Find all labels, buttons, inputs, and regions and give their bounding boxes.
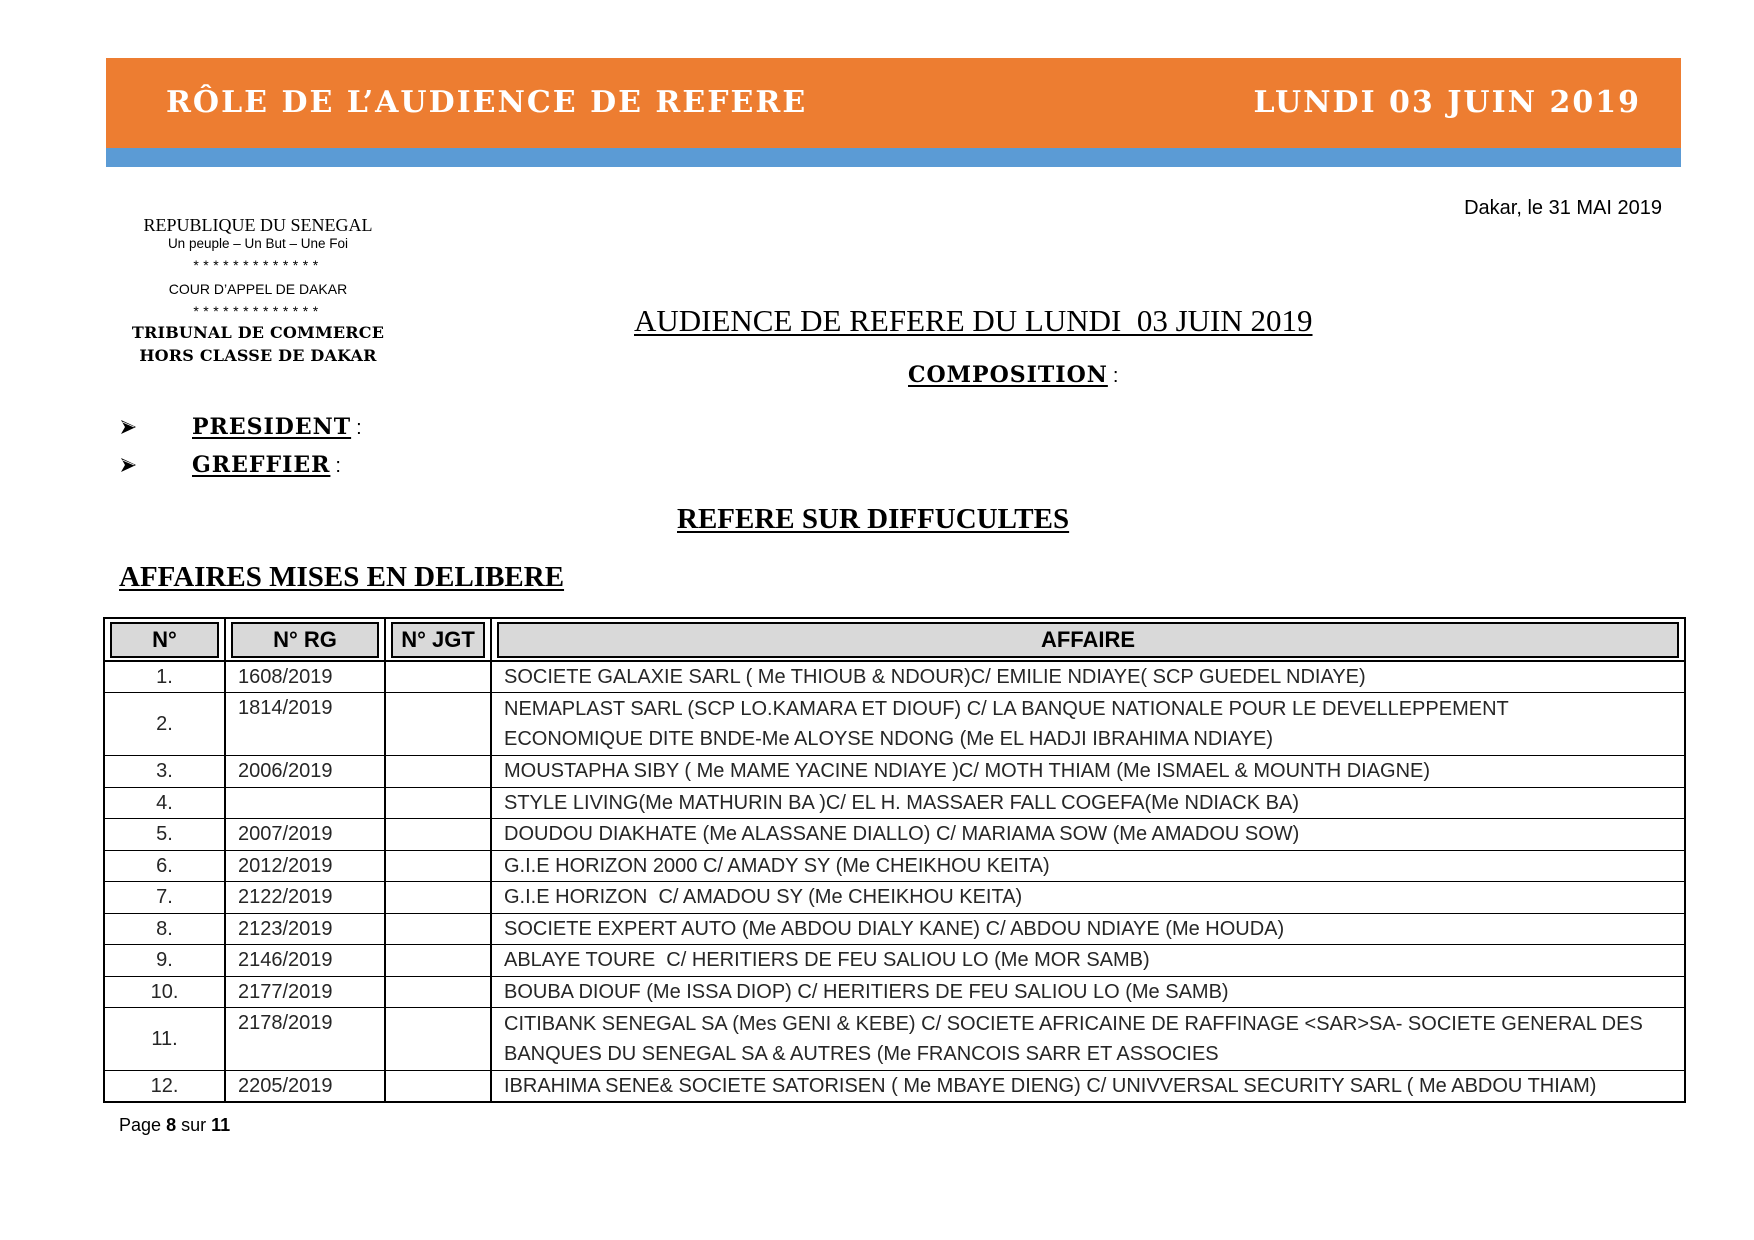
table-row — [104, 756, 1685, 788]
footer-page-total: 11 — [211, 1115, 231, 1135]
page-footer — [119, 1113, 230, 1137]
header-banner — [106, 58, 1681, 148]
table-row — [104, 693, 1685, 756]
col-header-jgt-label: N° JGT — [391, 622, 485, 658]
banner-strip — [106, 148, 1681, 167]
table-row — [104, 913, 1685, 945]
affaire-line: G.I.E HORIZON 2000 C/ AMADY SY (Me CHEIKHOU KEITA) — [504, 854, 1050, 877]
col-header-affaire-label: AFFAIRE — [497, 622, 1679, 658]
member-label-wrap — [192, 451, 341, 482]
hearing-title: AUDIENCE DE REFERE DU LUNDI 03 JUIN 2019 — [634, 303, 1313, 338]
arrow-bullet-icon — [121, 420, 136, 434]
affaire-line: SOCIETE EXPERT AUTO (Me ABDOU DIALY KANE) C/ ABDOU NDIAYE (Me HOUDA) — [504, 917, 1285, 940]
letterhead-court: COUR D’APPEL DE DAKAR — [168, 281, 348, 297]
affaire-line: MOUSTAPHA SIBY ( Me MAME YACINE NDIAYE )C/ MOTH THIAM (Me ISMAEL & MOUNTH DIAGNE) — [504, 760, 1431, 783]
cell-num: 2. — [104, 693, 225, 756]
cell-num: 10. — [104, 976, 225, 1008]
table-row — [104, 1008, 1685, 1071]
affaire-line: BANQUES DU SENEGAL SA & AUTRES (Me FRANCOIS SARR ET ASSOCIES — [504, 1043, 1219, 1065]
affaire-line: G.I.E HORIZON C/ AMADOU SY (Me CHEIKHOU KEITA) — [504, 886, 1023, 909]
cell-num: 6. — [104, 850, 225, 882]
affaire-line: ABLAYE TOURE C/ HERITIERS DE FEU SALIOU LO (Me MOR SAMB) — [504, 949, 1150, 972]
letterhead-separator: ************* — [193, 303, 323, 319]
cell-affaire — [491, 913, 1685, 945]
section-title: REFERE SUR DIFFUCULTES — [677, 503, 1070, 535]
cell-jgt — [385, 976, 491, 1008]
cell-num: 12. — [104, 1071, 225, 1103]
cell-rg: 2012/2019 — [225, 850, 385, 882]
member-label: PRESIDENT — [192, 414, 352, 440]
cell-affaire — [491, 945, 1685, 977]
cell-rg: 2122/2019 — [225, 882, 385, 914]
cell-jgt — [385, 661, 491, 693]
cell-affaire — [491, 819, 1685, 851]
cell-affaire — [491, 661, 1685, 693]
cell-rg: 2006/2019 — [225, 756, 385, 788]
banner-title: RÔLE DE L’AUDIENCE DE REFERE — [166, 85, 808, 120]
member-colon: : — [356, 417, 362, 439]
table-row — [104, 945, 1685, 977]
cell-affaire — [491, 850, 1685, 882]
cell-num: 4. — [104, 787, 225, 819]
member-colon: : — [335, 455, 341, 477]
place-date: Dakar, le 31 MAI 2019 — [1464, 197, 1662, 219]
cell-affaire — [491, 756, 1685, 788]
col-header-affaire — [491, 618, 1685, 661]
cell-jgt — [385, 693, 491, 756]
letterhead-motto: Un peuple – Un But – Une Foi — [167, 236, 349, 251]
cell-jgt — [385, 945, 491, 977]
cell-num: 7. — [104, 882, 225, 914]
member-label: GREFFIER — [192, 452, 331, 478]
cell-affaire — [491, 976, 1685, 1008]
cell-jgt — [385, 819, 491, 851]
table-body — [104, 661, 1685, 1102]
table-row — [104, 1071, 1685, 1103]
affaire-line: CITIBANK SENEGAL SA (Mes GENI & KEBE) C/ SOCIETE AFRICAINE DE RAFFINAGE <SAR>SA- SOCIETE GENERAL DES — [504, 1013, 1643, 1035]
footer-page-number: 8 — [166, 1115, 177, 1135]
subsection-title: AFFAIRES MISES EN DELIBERE — [119, 561, 565, 593]
cell-jgt — [385, 913, 491, 945]
affaire-line: ECONOMIQUE DITE BNDE-Me ALOYSE NDONG (Me EL HADJI IBRAHIMA NDIAYE) — [504, 728, 1274, 750]
col-header-num-label: N° — [110, 622, 219, 658]
cell-rg: 2146/2019 — [225, 945, 385, 977]
cell-affaire — [491, 882, 1685, 914]
arrow-bullet-icon — [121, 458, 136, 472]
member-label-wrap — [192, 413, 362, 444]
letterhead-separator: ************* — [193, 257, 323, 273]
composition-heading — [908, 361, 1118, 392]
cell-jgt — [385, 1071, 491, 1103]
table-row — [104, 661, 1685, 693]
cell-num: 1. — [104, 661, 225, 693]
table-row — [104, 882, 1685, 914]
cell-jgt — [385, 850, 491, 882]
cell-rg — [225, 787, 385, 819]
cell-rg: 2178/2019 — [225, 1008, 385, 1071]
table-row — [104, 850, 1685, 882]
letterhead-country: REPUBLIQUE DU SENEGAL — [143, 215, 373, 235]
cell-jgt — [385, 1008, 491, 1071]
cell-rg: 1814/2019 — [225, 693, 385, 756]
cell-jgt — [385, 882, 491, 914]
cell-num: 8. — [104, 913, 225, 945]
cases-table — [103, 617, 1686, 1103]
composition-colon: : — [1112, 365, 1119, 387]
cell-num: 9. — [104, 945, 225, 977]
affaire-line: SOCIETE GALAXIE SARL ( Me THIOUB & NDOUR)C/ EMILIE NDIAYE( SCP GUEDEL NDIAYE) — [504, 666, 1366, 688]
cell-num: 11. — [104, 1008, 225, 1071]
cell-rg: 1608/2019 — [225, 661, 385, 693]
letterhead-tribunal: HORS CLASSE DE DAKAR — [139, 346, 377, 365]
table-row — [104, 787, 1685, 819]
cell-jgt — [385, 787, 491, 819]
col-header-rg-label: N° RG — [231, 622, 379, 658]
composition-label: COMPOSITION — [908, 362, 1108, 388]
affaire-line: DOUDOU DIAKHATE (Me ALASSANE DIALLO) C/ MARIAMA SOW (Me AMADOU SOW) — [504, 823, 1300, 846]
table-row — [104, 819, 1685, 851]
col-header-rg — [225, 618, 385, 661]
affaire-line: NEMAPLAST SARL (SCP LO.KAMARA ET DIOUF) C/ LA BANQUE NATIONALE POUR LE DEVELLEPPEMENT — [504, 698, 1509, 720]
cell-affaire — [491, 787, 1685, 819]
table-header-row — [104, 618, 1685, 661]
affaire-line: BOUBA DIOUF (Me ISSA DIOP) C/ HERITIERS DE FEU SALIOU LO (Me SAMB) — [504, 980, 1229, 1003]
cell-num: 5. — [104, 819, 225, 851]
letterhead-tribunal: TRIBUNAL DE COMMERCE — [131, 323, 385, 342]
cell-jgt — [385, 756, 491, 788]
cell-affaire — [491, 1071, 1685, 1103]
footer-prefix: Page — [119, 1115, 162, 1135]
cell-rg: 2123/2019 — [225, 913, 385, 945]
footer-sep: sur — [181, 1115, 207, 1135]
col-header-num — [104, 618, 225, 661]
table-row — [104, 976, 1685, 1008]
affaire-line: IBRAHIMA SENE& SOCIETE SATORISEN ( Me MBAYE DIENG) C/ UNIVVERSAL SECURITY SARL ( Me ABDOU THIAM) — [504, 1075, 1597, 1097]
banner-date: LUNDI 03 JUIN 2019 — [1253, 85, 1641, 120]
table-header — [104, 618, 1685, 661]
cell-rg: 2177/2019 — [225, 976, 385, 1008]
cell-rg: 2007/2019 — [225, 819, 385, 851]
affaire-line: STYLE LIVING(Me MATHURIN BA )C/ EL H. MASSAER FALL COGEFA(Me NDIACK BA) — [504, 791, 1299, 814]
cell-num: 3. — [104, 756, 225, 788]
cell-affaire — [491, 693, 1685, 756]
cell-affaire — [491, 1008, 1685, 1071]
col-header-jgt — [385, 618, 491, 661]
cell-rg: 2205/2019 — [225, 1071, 385, 1103]
